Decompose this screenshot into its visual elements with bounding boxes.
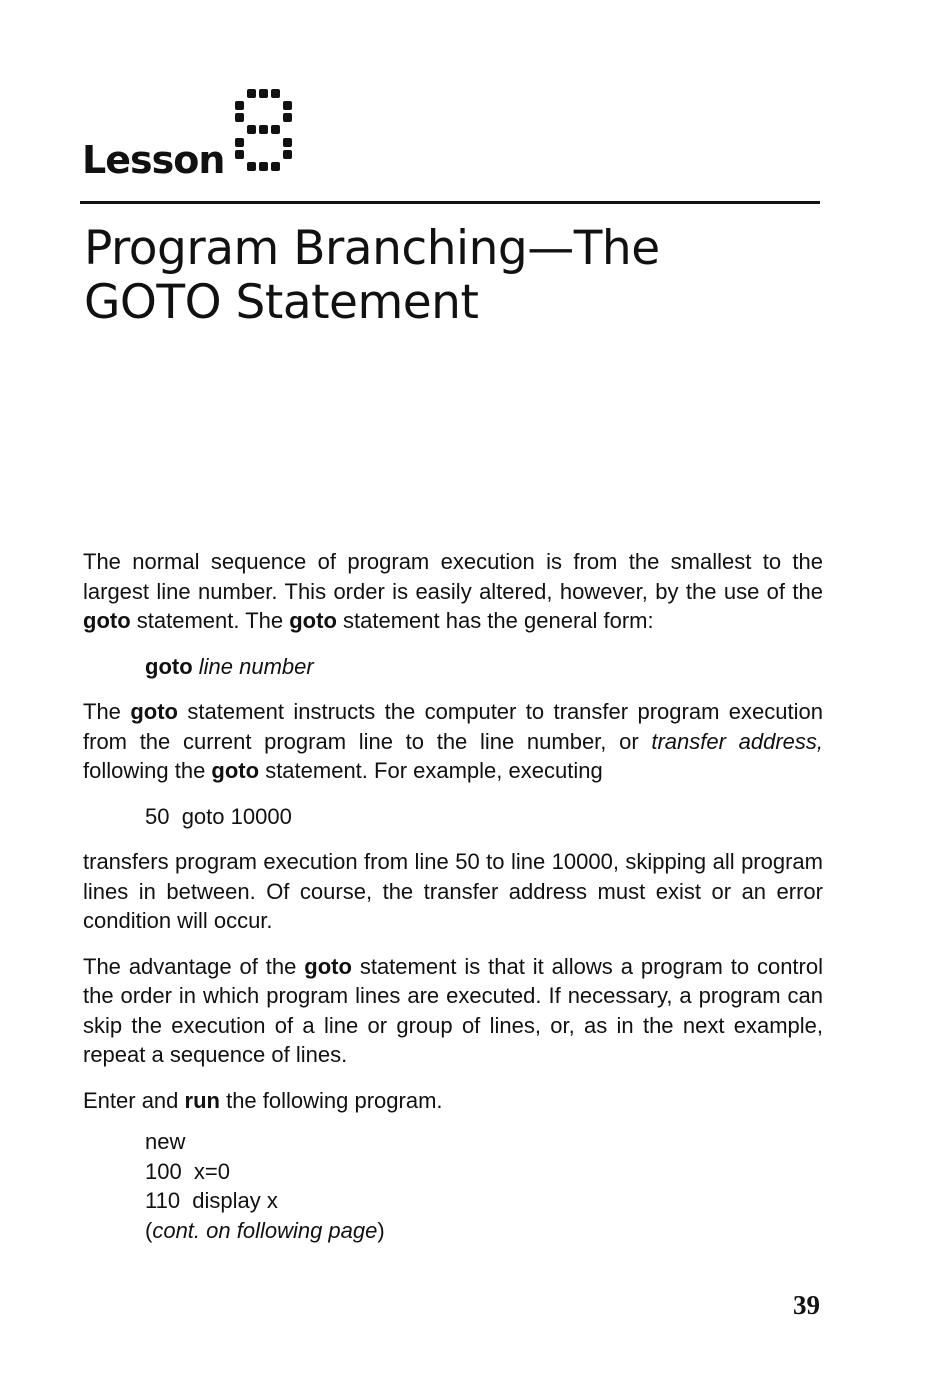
paren: ) <box>377 1217 385 1243</box>
text: Enter and <box>83 1087 185 1113</box>
text: statement has the general form: <box>336 608 654 633</box>
digit-dot <box>235 150 244 159</box>
lesson-label: Lesson <box>82 138 225 182</box>
keyword-goto: goto <box>211 758 260 783</box>
text: statement is that it allows a program to control the order in which program lines are executed. If necessary, a program can skip the execution of a line or group of lines, or, as in the next example, repeat a sequence of lines. <box>83 953 823 1067</box>
keyword-goto: goto <box>83 608 131 633</box>
syntax-form <box>145 652 823 682</box>
syntax-keyword: goto <box>145 653 193 679</box>
continuation-text: cont. on following page <box>152 1217 378 1243</box>
chapter-title-line-1: Program Branching—The <box>84 221 660 276</box>
chapter-title <box>84 222 824 330</box>
digit-dot <box>235 113 244 122</box>
digit-dot <box>283 113 292 122</box>
paragraph-intro <box>83 547 823 636</box>
paragraph-explanation <box>83 697 823 786</box>
text: The <box>83 699 131 724</box>
paragraph-instruction <box>83 1086 823 1116</box>
digit-dot <box>259 89 268 98</box>
body-text <box>83 547 823 1261</box>
keyword-goto: goto <box>130 699 178 724</box>
syntax-argument: line number <box>198 653 314 679</box>
header-rule-divider <box>80 201 820 204</box>
continuation-note <box>145 1216 823 1246</box>
keyword-goto: goto <box>289 608 337 633</box>
program-line: new <box>145 1129 186 1154</box>
digit-dot <box>271 89 280 98</box>
digit-dot <box>235 101 244 110</box>
digit-dot <box>283 138 292 147</box>
digit-dot <box>259 125 268 134</box>
chapter-title-line-2: GOTO Statement <box>84 275 479 330</box>
keyword-run: run <box>184 1087 220 1113</box>
digit-dot <box>283 150 292 159</box>
paragraph-advantage <box>83 952 823 1070</box>
lesson-number-dot-matrix-icon <box>234 89 294 189</box>
program-line: 110 display x <box>145 1188 278 1213</box>
paren: ( <box>145 1217 153 1243</box>
keyword-goto: goto <box>304 953 352 979</box>
digit-dot <box>247 125 256 134</box>
digit-dot <box>259 162 268 171</box>
digit-dot <box>271 125 280 134</box>
digit-dot <box>247 89 256 98</box>
program-line: 100 x=0 <box>145 1158 231 1184</box>
text: following the <box>83 758 212 783</box>
digit-dot <box>283 101 292 110</box>
digit-dot <box>247 162 256 171</box>
paragraph-transfer: transfers program execution from line 50 to line 10000, skipping all program lines in between. Of course, the transfer address must exist or an error condition will occur. <box>83 849 823 933</box>
text: statement instructs the computer to transfer program execution from the current program line to the line number, or <box>83 699 823 754</box>
term-transfer-address: transfer address, <box>651 728 823 754</box>
text: the following program. <box>219 1087 443 1113</box>
program-listing <box>145 1127 823 1245</box>
page-number: 39 <box>793 1290 820 1320</box>
text: statement. For example, executing <box>259 758 603 783</box>
text: statement. The <box>130 608 290 633</box>
digit-dot <box>271 162 280 171</box>
code-example-goto: 50 goto 10000 <box>145 803 292 829</box>
digit-dot <box>235 138 244 147</box>
text: The normal sequence of program execution is from the smallest to the largest line number. This order is easily altered, however, by the use of the <box>83 549 823 604</box>
text: The advantage of the <box>83 953 305 979</box>
